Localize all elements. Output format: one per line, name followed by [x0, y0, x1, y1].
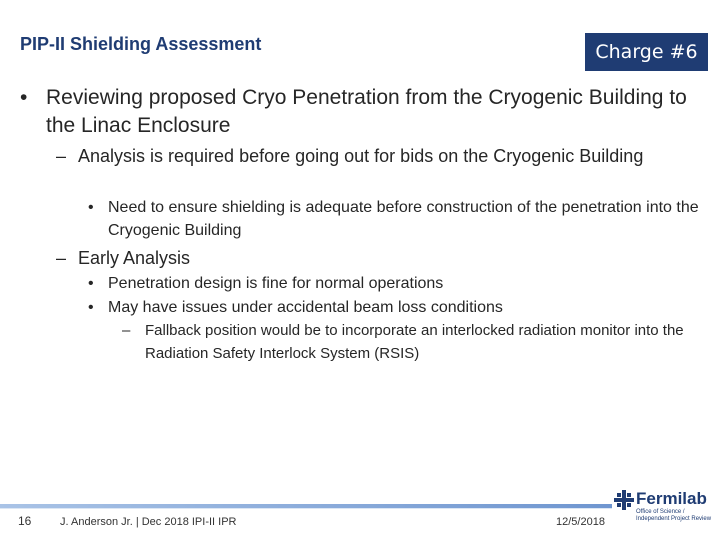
bullet-dash-icon: – — [56, 146, 67, 166]
bullet-dash-icon: – — [122, 322, 131, 339]
footer-presenter: J. Anderson Jr. | Dec 2018 IPI-II IPR — [60, 516, 237, 528]
bullet-dash-icon: – — [56, 248, 67, 268]
bullet-item-level2 — [56, 246, 706, 271]
bullet-text: Early Analysis — [78, 248, 191, 268]
bullet-text: Penetration design is fine for normal operations — [108, 275, 444, 292]
slide-title: PIP-II Shielding Assessment — [20, 34, 262, 54]
bullet-item-level3 — [88, 196, 708, 242]
fermilab-logo — [614, 488, 714, 524]
page-number: 16 — [18, 514, 32, 528]
bullet-text: Analysis is required before going out for bids on the Cryogenic Building — [78, 146, 644, 166]
bullet-item-level3 — [88, 272, 708, 295]
logo-wordmark: Fermilab — [636, 489, 707, 508]
footer-date: 12/5/2018 — [556, 516, 605, 528]
bullet-dot-icon: • — [88, 275, 94, 292]
bullet-item-level1 — [20, 84, 700, 140]
fermilab-logo-icon — [614, 490, 634, 510]
bullet-item-level4 — [122, 319, 702, 365]
bullet-dot-icon: • — [20, 86, 28, 109]
bullet-dot-icon: • — [88, 199, 94, 216]
footer-divider-shadow — [0, 508, 612, 509]
bullet-item-level3 — [88, 296, 708, 319]
bullet-text: Need to ensure shielding is adequate before construction of the penetration into the Cryogenic Building — [108, 199, 699, 239]
bullet-text: May have issues under accidental beam loss conditions — [108, 299, 503, 316]
charge-badge: Charge #6 — [585, 33, 708, 71]
bullet-text: Fallback position would be to incorporate an interlocked radiation monitor into the Radiation Safety Interlock System (RSIS) — [145, 322, 684, 362]
bullet-text: Reviewing proposed Cryo Penetration from the Cryogenic Building to the Linac Enclosure — [46, 86, 687, 137]
bullet-dot-icon: • — [88, 299, 94, 316]
bullet-item-level2 — [56, 144, 706, 169]
logo-subtitle: Office of Science / Independent Project Review — [636, 509, 712, 522]
